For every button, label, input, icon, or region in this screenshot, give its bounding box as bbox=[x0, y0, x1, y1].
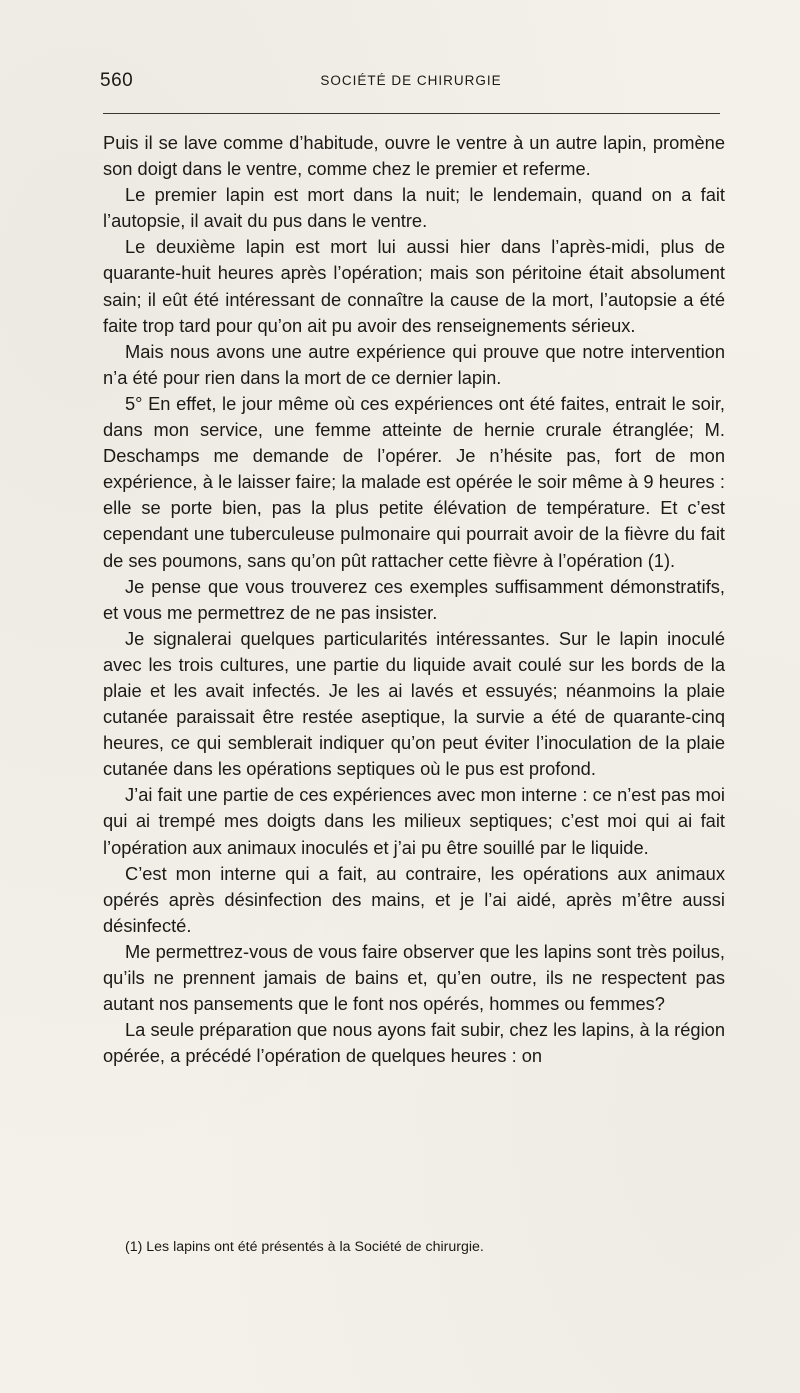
page-header bbox=[100, 70, 722, 96]
paragraph: Je signalerai quelques particularités intéressantes. Sur le lapin inoculé avec les trois cultures, une partie du liquide avait coulé sur les bords de la plaie et les avait infectés. Je les ai lavés et essuyés; néanmoins la plaie cutanée paraissait être restée aseptique, la survie a été de quarante-cinq heures, ce qui semblerait indiquer qu’on peut éviter l’inoculation de la plaie cutanée dans les opérations septiques où le pus est profond. bbox=[103, 627, 725, 780]
paragraph: Je pense que vous trouverez ces exemples suffisamment démonstratifs, et vous me permettrez de ne pas insister. bbox=[103, 575, 725, 623]
running-title: SOCIÉTÉ DE CHIRURGIE bbox=[320, 73, 502, 88]
paragraph: Le deuxième lapin est mort lui aussi hier dans l’après-midi, plus de quarante-huit heures après l’opération; mais son péritoine était absolument sain; il eût été intéressant de connaître la cause de la mort, l’autopsie a été faite trop tard pour qu’on ait pu avoir des renseignements sérieux. bbox=[103, 236, 725, 336]
paragraph: La seule préparation que nous ayons fait subir, chez les lapins, à la région opérée, a précédé l’opération de quelques heures : on bbox=[103, 1019, 725, 1067]
page-number: 560 bbox=[100, 70, 134, 91]
footnote: (1) Les lapins ont été présentés à la Société de chirurgie. bbox=[125, 1239, 484, 1255]
paragraph: Me permettrez-vous de vous faire observer que les lapins sont très poilus, qu’ils ne prennent jamais de bains et, qu’en outre, ils ne respectent pas autant nos pansements que le font nos opérés, hommes ou femmes? bbox=[103, 940, 725, 1015]
paragraph: C’est mon interne qui a fait, au contraire, les opérations aux animaux opérés après désinfection des mains, et je l’ai aidé, après m’être aussi désinfecté. bbox=[103, 862, 725, 936]
paragraph: J’ai fait une partie de ces expériences avec mon interne : ce n’est pas moi qui ai trempé mes doigts dans les milieux septiques; c’est moi qui ai fait l’opération aux animaux inoculés et j’ai pu être souillé par le liquide. bbox=[103, 784, 725, 858]
paragraph: Le premier lapin est mort dans la nuit; le lendemain, quand on a fait l’autopsie, il avait du pus dans le ventre. bbox=[103, 184, 725, 232]
header-rule bbox=[103, 113, 720, 114]
body-text bbox=[103, 130, 725, 1069]
paragraph: Puis il se lave comme d’habitude, ouvre le ventre à un autre lapin, promène son doigt dans le ventre, comme chez le premier et referme. bbox=[103, 132, 725, 180]
paragraph: 5° En effet, le jour même où ces expériences ont été faites, entrait le soir, dans mon service, une femme atteinte de hernie crurale étranglée; M. Deschamps me demande de l’opérer. Je n’hésite pas, fort de mon expérience, à le laisser faire; la malade est opérée le soir même à 9 heures : elle se porte bien, pas la plus petite élévation de température. Et c’est cependant une tuberculeuse pulmonaire qui pourrait avoir de la fièvre du fait de ses poumons, sans qu’on pût rattacher cette fièvre à l’opération (1). bbox=[103, 392, 725, 571]
paragraph: Mais nous avons une autre expérience qui prouve que notre intervention n’a été pour rien dans la mort de ce dernier lapin. bbox=[103, 340, 725, 388]
